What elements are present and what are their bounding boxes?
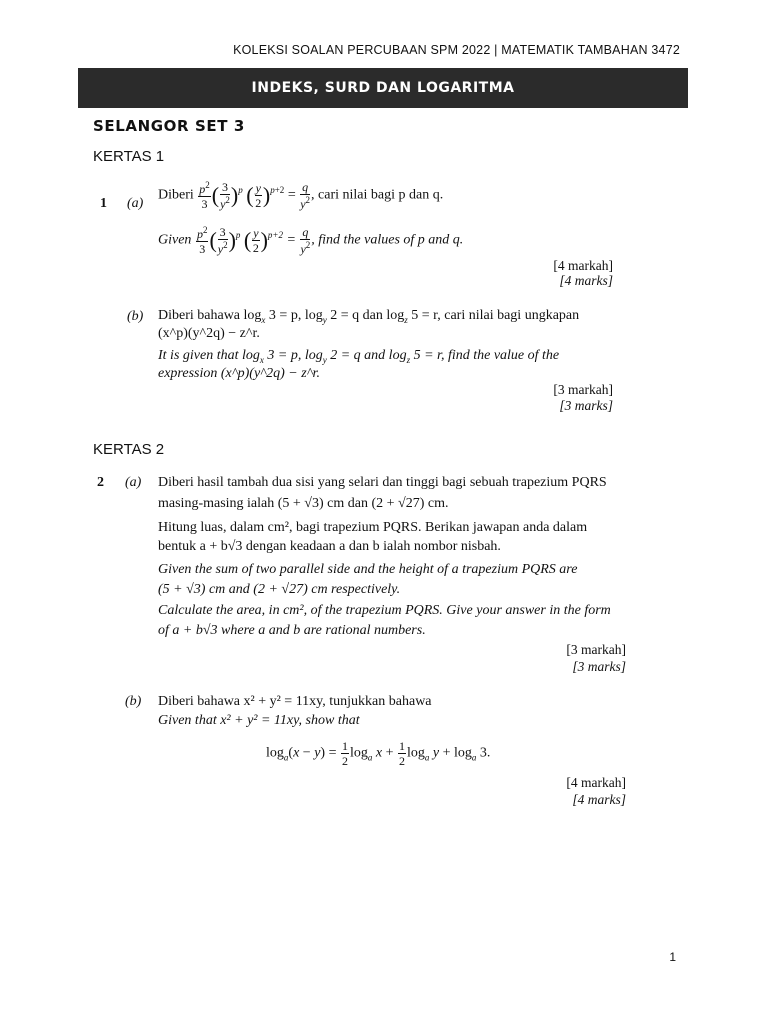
marks-english: [4 marks]	[559, 273, 613, 288]
math-fraction: $\frac{y}{2}$	[255, 181, 262, 210]
math-fraction: $\frac{p^2}{3}$	[199, 180, 210, 211]
q1b-ms-text: Diberi bahawa log	[158, 308, 262, 323]
kertas2-label: KERTAS 2	[93, 441, 165, 458]
part-label: (a)	[125, 475, 142, 490]
q2a-malay-line2: masing-masing ialah (5 + √3) cm dan (2 + √27) cm.	[158, 496, 449, 511]
q2a-english-line1: Given the sum of two parallel side and the height of a trapezium PQRS are	[158, 562, 578, 577]
log-identity-equation: $\log_a(x - y)$ = $\frac{1}{2}$ $\log_a x$ + $\frac{1}{2}$ $\log_a y + \log_a 3$.	[266, 739, 491, 768]
q1b-english-line2: expression (x^p)(y^2q) − z^r.	[158, 366, 320, 381]
topic-banner: INDEKS, SURD DAN LOGARITMA	[78, 68, 688, 108]
q1b-english-line1: It is given that $\log_x 3 = p$, $\log_y 2 = q$ and $\log_z 5 = r$, find the value of the	[158, 348, 560, 365]
math-fraction: $\frac{q}{y^2}$	[300, 225, 311, 256]
marks-malay: [4 markah]	[566, 775, 626, 790]
q2a-malay-line1: Diberi hasil tambah dua sisi yang selari dan tinggi bagi sebuah trapezium PQRS	[158, 475, 607, 490]
question-number: 2	[97, 475, 104, 490]
q2a-english-line2: (5 + √3) cm and (2 + √27) cm respectively.	[158, 582, 401, 597]
marks-english: [3 marks]	[559, 398, 613, 413]
marks-malay: [3 markah]	[566, 642, 626, 657]
math-fraction: $\frac{3}{y^2}$	[220, 180, 230, 211]
q1b-en-text: 5 = r, find the value of the	[413, 348, 560, 363]
q1a-ms-prefix: Diberi	[158, 187, 194, 203]
q1b-ms-text: 2 = q dan log	[330, 308, 405, 323]
part-label: (b)	[125, 694, 142, 709]
q2b-malay: Diberi bahawa x² + y² = 11xy, tunjukkan bahawa	[158, 694, 432, 709]
marks-english: [4 marks]	[572, 792, 626, 807]
q2b-english: Given that x² + y² = 11xy, show that	[158, 713, 360, 728]
marks-malay: [3 markah]	[553, 382, 613, 397]
q2a-malay-line4: bentuk a + b√3 dengan keadaan a dan b ialah nombor nisbah.	[158, 539, 501, 554]
q1a-en-prefix: Given	[158, 232, 192, 248]
q1b-ms-text: 5 = r, cari nilai bagi ungkapan	[411, 308, 580, 323]
math-fraction: $\frac{3}{y^2}$	[217, 225, 228, 256]
part-label: (a)	[127, 196, 144, 211]
q1b-en-text: It is given that log	[158, 348, 260, 363]
q1b-en-text: 3 = p, log	[267, 348, 323, 363]
math-fraction: $\frac{p^2}{3}$	[196, 225, 208, 256]
q1b-ms-text: 3 = p, log	[268, 308, 323, 323]
q2a-malay-line3: Hitung luas, dalam cm², bagi trapezium PQRS. Berikan jawapan anda dalam	[158, 520, 588, 535]
math-fraction: $\frac{1}{2}$	[398, 739, 405, 768]
page-number: 1	[669, 950, 676, 964]
marks-english: [3 marks]	[572, 659, 626, 674]
kertas1-label: KERTAS 1	[93, 148, 165, 165]
marks-malay: [4 markah]	[553, 258, 613, 273]
q1b-malay-line2: (x^p)(y^2q) − z^r.	[158, 326, 260, 341]
document-header: KOLEKSI SOALAN PERCUBAAN SPM 2022 | MATEMATIK TAMBAHAN 3472	[233, 43, 680, 57]
q1a-en-suffix: , find the values of p and q.	[311, 232, 464, 248]
math-fraction: $\frac{y}{2}$	[252, 226, 259, 255]
math-fraction: $\frac{1}{2}$	[341, 739, 348, 768]
q1a-malay: Diberi $\frac{p^2}{3}$ ( $\frac{3}{y^2}$ )$^p$ ( $\frac{y}{2}$ )$^{p+2}$ = $\frac{q}{y^2}$ , cari nilai bagi p dan q.	[158, 180, 444, 211]
part-label: (b)	[127, 309, 144, 324]
q2a-english-line4: of a + b√3 where a and b are rational numbers.	[158, 623, 426, 638]
question-number: 1	[100, 196, 107, 211]
math-fraction: $\frac{q}{y^2}$	[300, 180, 311, 211]
q2a-english-line3: Calculate the area, in cm², of the trapezium PQRS. Give your answer in the form	[158, 603, 611, 618]
q1a-ms-suffix: , cari nilai bagi p dan q.	[311, 187, 444, 203]
q1a-english: Given $\frac{p^2}{3}$ ( $\frac{3}{y^2}$ )$^p$ ( $\frac{y}{2}$ )$^{p+2}$ = $\frac{q}{y^2}$ , find the values of p and q.	[158, 225, 464, 256]
q1b-malay-line1: Diberi bahawa $\log_x 3 = p$, $\log_y 2 = q$ dan $\log_z 5 = r$, cari nilai bagi ungkapan	[158, 308, 580, 325]
set-title: SELANGOR SET 3	[93, 117, 245, 135]
q1b-en-text: 2 = q and log	[330, 348, 407, 363]
